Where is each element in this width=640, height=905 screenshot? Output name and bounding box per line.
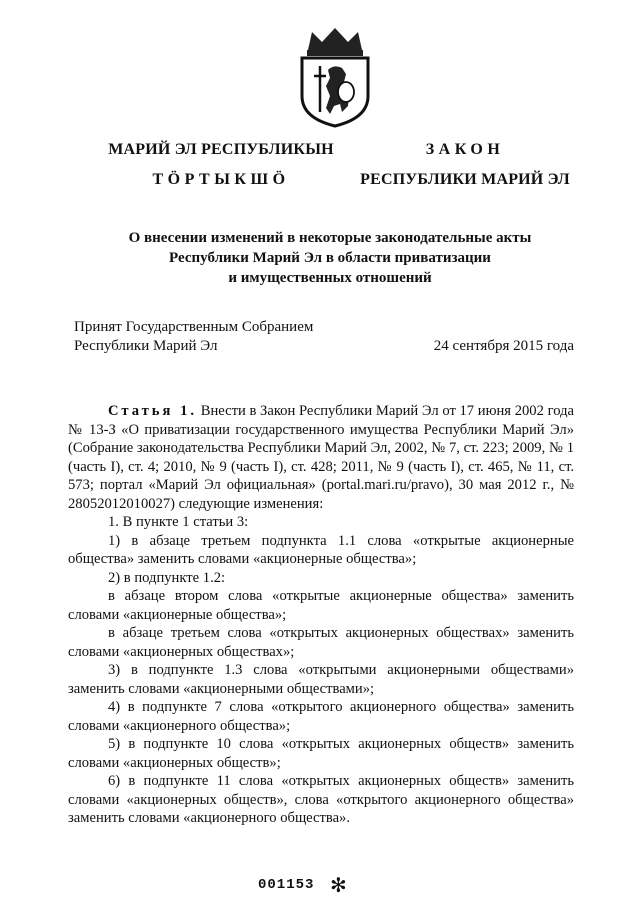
article-item: 1) в абзаце третьем подпункта 1.1 слова «открытые акционерные общества» заменить словами «акционерные общества»; (68, 532, 574, 567)
article-item: 5) в подпункте 10 слова «открытых акционерных обществ» заменить словами «акционерных обществ»; (68, 736, 574, 771)
document-number: 001153 (258, 877, 315, 893)
header-right (340, 135, 590, 195)
adopted-line2: Республики Марий Эл (74, 338, 218, 354)
asterisk-mark-icon: ✻ (330, 873, 347, 897)
title-line1: О внесении изменений в некоторые законодательные акты (128, 230, 532, 246)
title-line3: и имущественных отношений (228, 270, 432, 286)
title-line2: Республики Марий Эл в области приватизации (169, 250, 491, 266)
article-item: 4) в подпункте 7 слова «открытого акционерного общества» заменить словами «акционерного общества»; (68, 699, 574, 734)
article-body (68, 402, 574, 828)
article-intro-paragraph (68, 402, 574, 513)
article-item: 3) в подпункте 1.3 слова «открытыми акционерными обществами» заменить словами «акционерными обществами»; (68, 662, 574, 697)
article-item: 6) в подпункте 11 слова «открытых акционерных обществ» заменить словами «акционерных обществ», слова «открытого акционерного общества» заменить словами «акционерного общества». (68, 773, 574, 826)
article-intro: Внести в Закон Республики Марий Эл от 17 июня 2002 года № 13-З «О приватизации государственного имущества Республики Марий Эл» (Собрание законодательства Республики Марий Эл, 2002, № 7, ст. 223; 2009, № 1 (часть I), ст. 4; 2010, № 9 (часть I), ст. 428; 2011, № 9 (часть I), ст. 465, № 11, ст. 573; портал «Марий Эл официальная» (portal.mari.ru/pravo), 30 мая 2012 г., № 28052012010027) следующие изменения: (68, 403, 574, 512)
header-right-line2: РЕСПУБЛИКИ МАРИЙ ЭЛ (360, 171, 570, 188)
adopted-by (74, 318, 313, 356)
coat-of-arms-icon (290, 26, 380, 128)
document-title (80, 228, 580, 288)
article-heading: Статья 1. (108, 403, 198, 419)
adopted-line1: Принят Государственным Собранием (74, 319, 314, 335)
header-left-line1: МАРИЙ ЭЛ РЕСПУБЛИКЫН (108, 141, 334, 158)
header-left-line2: ТӦРТЫКШӦ (152, 171, 290, 188)
article-item: в абзаце втором слова «открытые акционерные общества» заменить словами «акционерные общества»; (68, 588, 574, 623)
header-right-line1: ЗАКОН (425, 141, 505, 158)
header-left (96, 135, 346, 195)
adoption-date: 24 сентября 2015 года (433, 338, 574, 354)
article-item: в абзаце третьем слова «открытых акционерных обществах» заменить словами «акционерных обществах»; (68, 625, 574, 660)
article-item: 1. В пункте 1 статьи 3: (108, 514, 249, 530)
article-item: 2) в подпункте 1.2: (108, 569, 226, 586)
